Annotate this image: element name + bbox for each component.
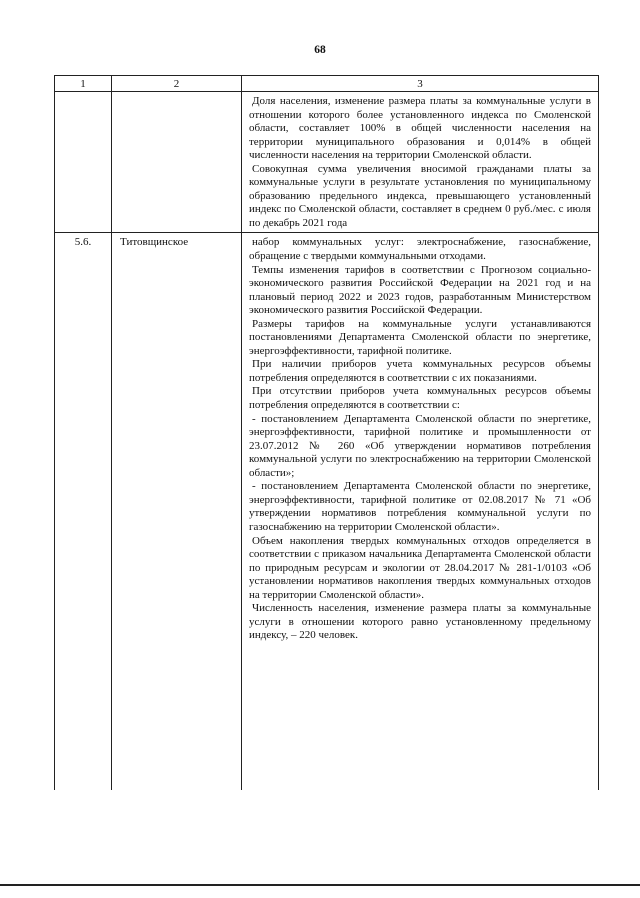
paragraph: При наличии приборов учета коммунальных ресурсов объемы потребления определяются в соответствии с их показаниями. <box>249 358 591 384</box>
table-row <box>55 233 599 791</box>
tariff-table <box>54 75 599 790</box>
description-cell <box>242 233 599 791</box>
paragraph: набор коммунальных услуг: электроснабжение, газоснабжение, обращение с твердыми коммунальными отходами. <box>249 236 591 263</box>
continuation-number-cell <box>55 92 112 233</box>
paragraph: Размеры тарифов на коммунальные услуги устанавливаются постановлениями Департамента Смоленской области по энергетике, энергоэффективности, тарифной политике. <box>249 317 591 357</box>
row-number: 5.6. <box>55 233 112 791</box>
paragraph: - постановлением Департамента Смоленской области по энергетике, энергоэффективности, тарифной политике и промышленности от 23.07.2012 № 260 «Об утверждении нормативов потребления коммунальной услуги по электроснабжению на территории Смоленской области»; <box>249 412 591 479</box>
column-header-2: 2 <box>112 76 242 92</box>
municipality-name: Титовщинское <box>112 233 242 791</box>
continuation-description-cell <box>242 92 599 233</box>
continuation-municipality-cell <box>112 92 242 233</box>
column-header-3: 3 <box>242 76 599 92</box>
column-header-1: 1 <box>55 76 112 92</box>
paragraph: Темпы изменения тарифов в соответствии с Прогнозом социально-экономического развития Российской Федерации на 2021 год и на плановый период 2022 и 2023 годов, разработанным Министерством экономического развития Российской Федерации. <box>249 263 591 317</box>
page-number: 68 <box>314 44 326 56</box>
paragraph: Доля населения, изменение размера платы за коммунальные услуги в отношении которого более установленного индекса по Смоленской области, составляет 100% в общей численности населения на территории муниципального образования и 0,014% в общей численности населения на территории Смоленской области. <box>249 95 591 162</box>
paragraph: Совокупная сумма увеличения вносимой гражданами платы за коммунальные услуги в результате установления по муниципальному образованию предельного индекса, превышающего установленный индекс по Смоленской области, составляет в среднем 0 руб./мес. с июля по декабрь 2021 года <box>249 162 591 229</box>
continuation-row <box>55 92 599 233</box>
paragraph: Объем накопления твердых коммунальных отходов определяется в соответствии с приказом начальника Департамента Смоленской области по природным ресурсам и экологии от 28.04.2017 № 281-1/0103 «Об установлении нормативов накопления твердых коммунальных отходов на территории Смоленской области». <box>249 534 591 601</box>
paragraph: Численность населения, изменение размера платы за коммунальные услуги в отношении которого равно установленному предельному индексу, – 220 человек. <box>249 602 591 642</box>
paragraph: - постановлением Департамента Смоленской области по энергетике, энергоэффективности, тарифной политике от 02.08.2017 № 71 «Об утверждении нормативов потребления коммунальной услуги по газоснабжению на территории Смоленской области». <box>249 480 591 533</box>
table-header-row <box>55 76 599 92</box>
page-bottom-rule <box>0 884 640 886</box>
paragraph: При отсутствии приборов учета коммунальных ресурсов объемы потребления определяются в соответствии с: <box>249 385 591 412</box>
